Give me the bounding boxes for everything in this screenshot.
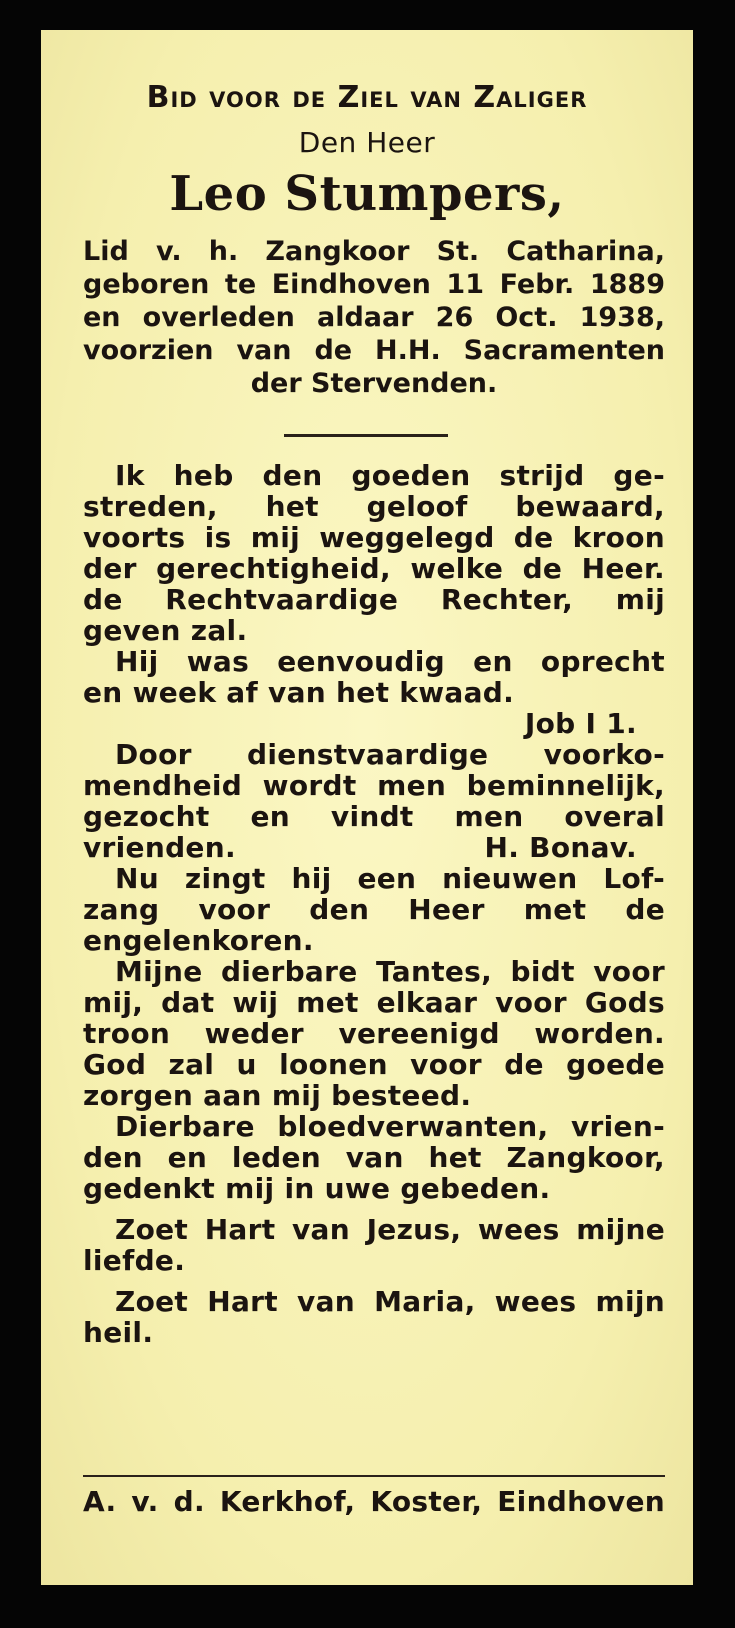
memorial-text xyxy=(83,460,665,1348)
footer-divider xyxy=(83,1475,665,1477)
text-line: Ik heb den goeden strijd ge- xyxy=(115,459,665,492)
text-line: zang voor den Heer met de xyxy=(83,893,665,926)
text-line: Hij was eenvoudig en oprecht xyxy=(115,645,665,678)
text-line: Nu zingt hij een nieuwen Lof- xyxy=(115,862,665,895)
bio-line: Lid v. h. Zangkoor St. Catharina, xyxy=(83,236,665,267)
text-line: gezocht en vindt men overal xyxy=(83,800,665,833)
bio-line: en overleden aldaar 26 Oct. 1938, xyxy=(83,302,665,333)
text-line: der gerechtigheid, welke de Heer. xyxy=(83,552,665,585)
text-line: voorts is mij weggelegd de kroon xyxy=(83,521,665,554)
text-line: geven zal. xyxy=(83,614,248,647)
text-line: Job I 1. xyxy=(524,707,637,740)
text-line-left: vrienden. xyxy=(83,831,236,864)
printer-credit: A. v. d. Kerkhof, Koster, Eindhoven xyxy=(83,1485,665,1518)
text-line: engelenkoren. xyxy=(83,924,314,957)
header-title-line: Den Heer xyxy=(298,126,436,159)
text-line: den en leden van het Zangkoor, xyxy=(83,1141,665,1174)
text-line xyxy=(83,832,665,863)
text-line: Zoet Hart van Maria, wees mijn xyxy=(115,1285,665,1318)
bio-line: der Stervenden. xyxy=(250,368,498,399)
text-line: God zal u loonen voor de goede xyxy=(83,1048,665,1081)
biography-block xyxy=(83,235,665,400)
text-line: Door dienstvaardige voorko- xyxy=(115,738,665,771)
text-line-attribution: H. Bonav. xyxy=(484,831,637,864)
text-line: Zoet Hart van Jezus, wees mijne xyxy=(115,1213,665,1246)
text-line: zorgen aan mij besteed. xyxy=(83,1079,472,1112)
text-line: Dierbare bloedverwanten, vrien- xyxy=(115,1110,665,1143)
header-prayer-line: Bid voor de Ziel van Zaliger xyxy=(146,80,588,115)
text-line: streden, het geloof bewaard, xyxy=(83,490,665,523)
text-line: de Rechtvaardige Rechter, mij xyxy=(83,583,665,616)
bio-line: voorzien van de H.H. Sacramenten xyxy=(83,335,665,366)
text-line: Mijne dierbare Tantes, bidt voor xyxy=(115,955,665,988)
text-line: mij, dat wij met elkaar voor Gods xyxy=(83,986,665,1019)
text-line: en week af van het kwaad. xyxy=(83,676,515,709)
memorial-card xyxy=(41,30,693,1585)
text-line: heil. xyxy=(83,1316,154,1349)
text-line: liefde. xyxy=(83,1244,186,1277)
text-line: gedenkt mij in uwe gebeden. xyxy=(83,1172,551,1205)
section-divider xyxy=(284,434,448,437)
bio-line: geboren te Eindhoven 11 Febr. 1889 xyxy=(83,269,665,300)
text-line: mendheid wordt men beminnelijk, xyxy=(83,769,665,802)
deceased-name: Leo Stumpers, xyxy=(169,166,565,222)
text-line: troon weder vereenigd worden. xyxy=(83,1017,665,1050)
